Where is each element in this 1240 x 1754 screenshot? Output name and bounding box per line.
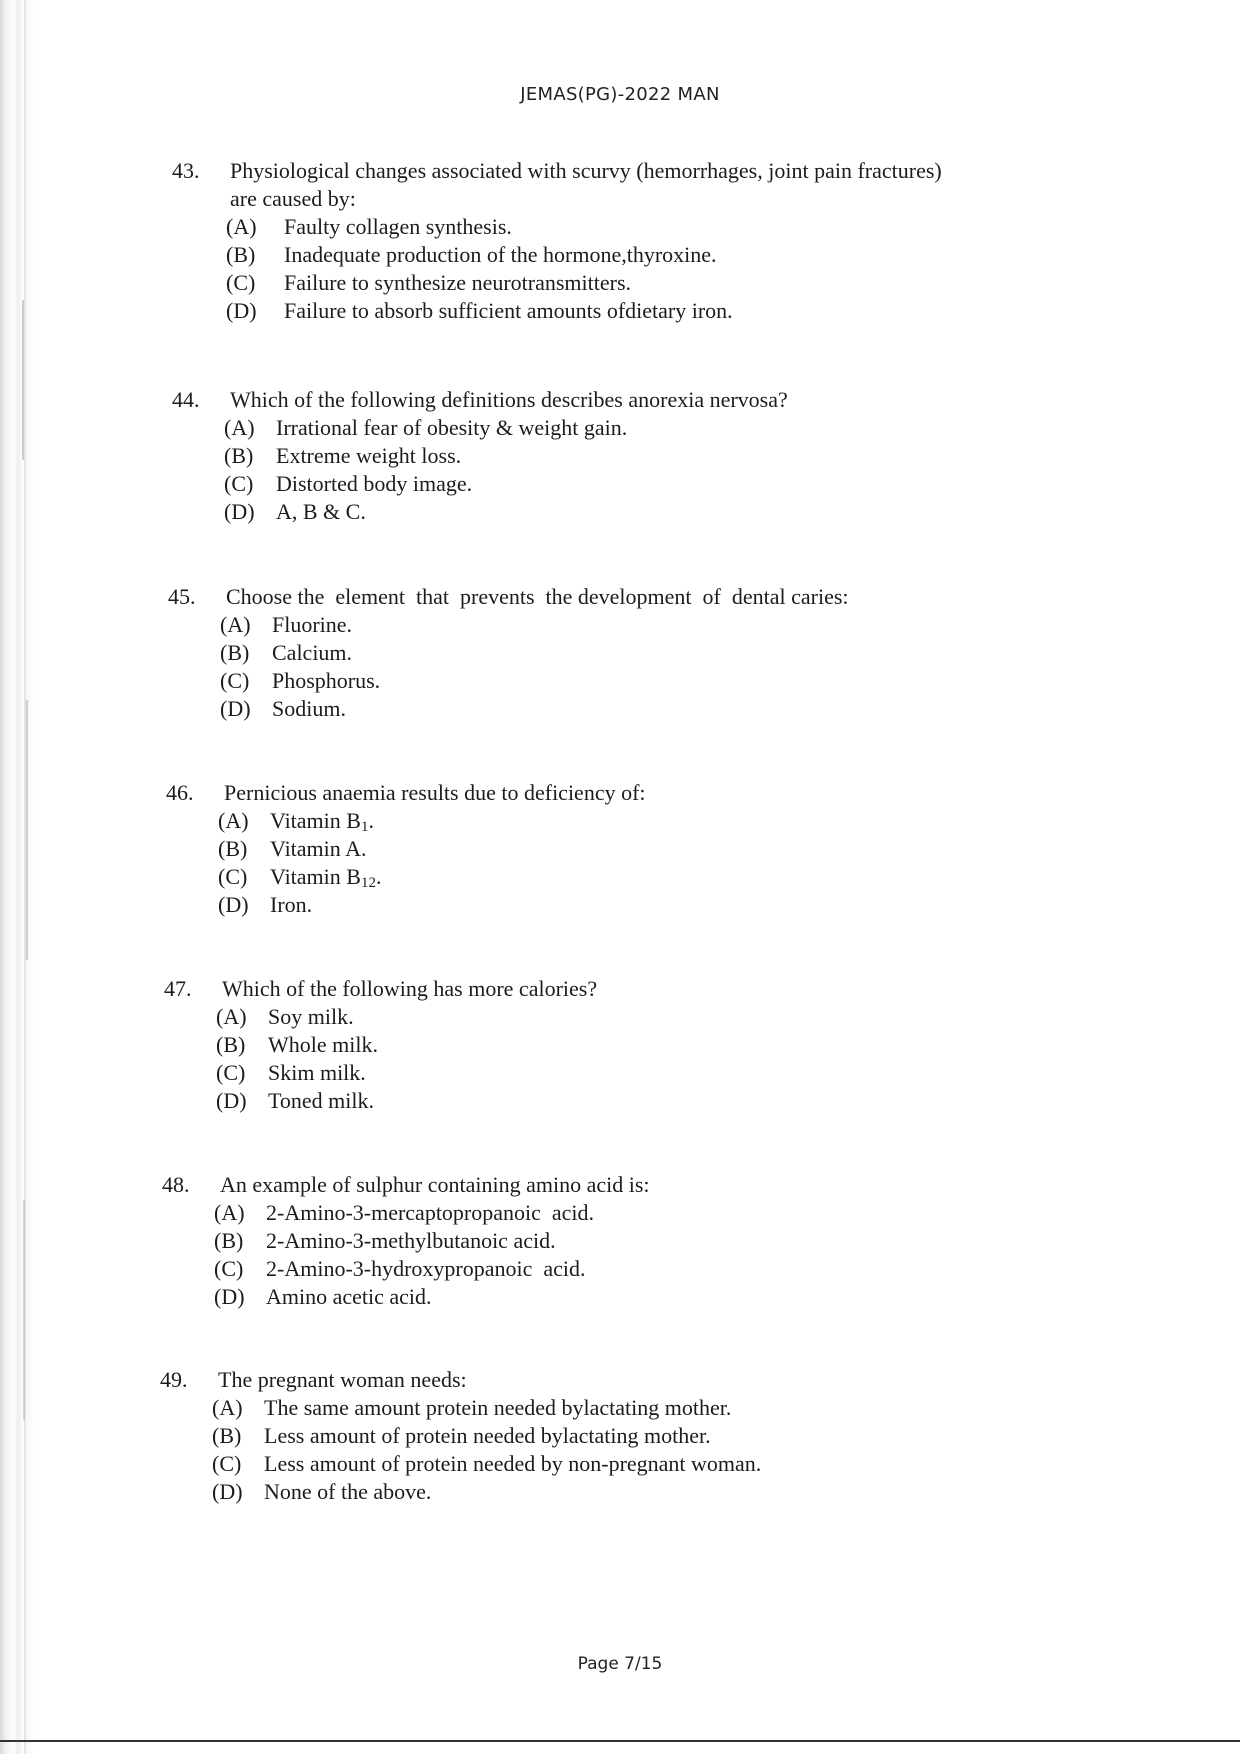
- scan-mark: [23, 1200, 25, 1420]
- option-text: Vitamin A.: [270, 836, 367, 861]
- subscript: 1: [360, 819, 369, 835]
- question-number: 46.: [166, 780, 194, 805]
- question-text: Pernicious anaemia results due to deficiency of:: [224, 780, 646, 805]
- option-text: Fluorine.: [272, 612, 353, 637]
- option-label: (D): [220, 696, 251, 721]
- option-label: (D): [226, 298, 257, 323]
- option-text: 2-Amino-3-mercaptopropanoic acid.: [266, 1200, 595, 1225]
- question-number: 47.: [164, 976, 192, 1001]
- page-number: Page 7/15: [577, 1654, 663, 1674]
- option-text: A, B & C.: [276, 499, 366, 524]
- option-text: Whole milk.: [268, 1032, 378, 1057]
- option-text: Skim milk.: [268, 1060, 366, 1085]
- option-text-after: .: [368, 808, 374, 833]
- option-text: Failure to absorb sufficient amounts ofdietary iron.: [284, 298, 733, 323]
- option-text: The same amount protein needed bylactating mother.: [264, 1395, 732, 1420]
- option-label: (C): [220, 668, 250, 693]
- option-label: (D): [212, 1479, 243, 1504]
- option-label: (B): [214, 1228, 244, 1253]
- option-text: Soy milk.: [268, 1004, 354, 1029]
- bottom-rule: [0, 1740, 1240, 1742]
- question-text: Physiological changes associated with scurvy (hemorrhages, joint pain fractures): [230, 158, 942, 183]
- option-label: (C): [216, 1060, 246, 1085]
- question-number: 43.: [172, 158, 200, 183]
- option-text: Toned milk.: [268, 1088, 375, 1113]
- option-text: Extreme weight loss.: [276, 443, 462, 468]
- subscript: 12: [360, 875, 376, 891]
- option-text: Phosphorus.: [272, 668, 381, 693]
- question-text: An example of sulphur containing amino acid is:: [220, 1172, 650, 1197]
- option-label: (B): [224, 443, 254, 468]
- option-text: Distorted body image.: [276, 471, 473, 496]
- option-label: (A): [216, 1004, 247, 1029]
- option-text: 2-Amino-3-methylbutanoic acid.: [266, 1228, 556, 1253]
- option-text: None of the above.: [264, 1479, 432, 1504]
- scan-mark: [22, 300, 24, 460]
- option-label: (A): [218, 808, 249, 833]
- option-label: (A): [212, 1395, 243, 1420]
- option-text: Calcium.: [272, 640, 353, 665]
- question-text: Which of the following has more calories?: [222, 976, 598, 1001]
- question-number: 45.: [168, 584, 196, 609]
- scan-mark: [26, 700, 28, 960]
- option-text: 2-Amino-3-hydroxypropanoic acid.: [266, 1256, 586, 1281]
- option-text-main: Vitamin B: [270, 808, 361, 833]
- option-label: (B): [226, 242, 256, 267]
- option-text: Sodium.: [272, 696, 346, 721]
- option-label: (D): [218, 892, 249, 917]
- option-label: (A): [224, 415, 255, 440]
- option-text: Inadequate production of the hormone,thyroxine.: [284, 242, 717, 267]
- option-text: Iron.: [270, 892, 313, 917]
- option-label: (A): [226, 214, 257, 239]
- option-text: Irrational fear of obesity & weight gain.: [276, 415, 628, 440]
- question-number: 44.: [172, 387, 200, 412]
- option-label: (C): [212, 1451, 242, 1476]
- option-label: (B): [218, 836, 248, 861]
- option-label: (B): [220, 640, 250, 665]
- question-text: Which of the following definitions describes anorexia nervosa?: [230, 387, 788, 412]
- option-label: (C): [218, 864, 248, 889]
- option-label: (C): [226, 270, 256, 295]
- option-label: (D): [214, 1284, 245, 1309]
- question-text: Choose the element that prevents the development of dental caries:: [226, 584, 849, 609]
- option-label: (A): [220, 612, 251, 637]
- option-text: Less amount of protein needed bylactating mother.: [264, 1423, 711, 1448]
- question-text: The pregnant woman needs:: [218, 1367, 467, 1392]
- question-number: 49.: [160, 1367, 188, 1392]
- option-label: (D): [216, 1088, 247, 1113]
- page-header: JEMAS(PG)-2022 MAN: [520, 84, 720, 105]
- question-number: 48.: [162, 1172, 190, 1197]
- option-text: Faulty collagen synthesis.: [284, 214, 512, 239]
- question-text-continued: are caused by:: [230, 186, 356, 211]
- option-label: (D): [224, 499, 255, 524]
- scan-edge-shadow: [0, 0, 34, 1754]
- option-label: (B): [212, 1423, 242, 1448]
- option-text: Failure to synthesize neurotransmitters.: [284, 270, 632, 295]
- option-text-main: Vitamin B: [270, 864, 361, 889]
- option-label: (C): [224, 471, 254, 496]
- option-label: (A): [214, 1200, 245, 1225]
- option-text-after: .: [375, 864, 382, 889]
- option-label: (B): [216, 1032, 246, 1057]
- option-text: Amino acetic acid.: [266, 1284, 432, 1309]
- option-label: (C): [214, 1256, 244, 1281]
- option-text: Less amount of protein needed by non-pregnant woman.: [264, 1451, 762, 1476]
